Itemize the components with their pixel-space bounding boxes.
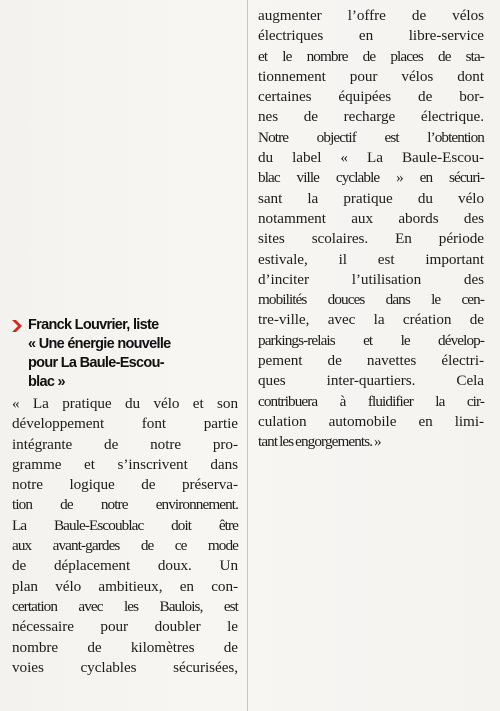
text-line: certaines équipées de bor- [258, 88, 484, 106]
right-column [258, 6, 484, 453]
text-line: tionnement pour vélos dont [258, 67, 484, 85]
text-line: gramme et s’inscrivent dans [12, 455, 238, 473]
text-line: intégrante de notre pro- [12, 435, 238, 453]
heading-line: blac » [28, 374, 65, 390]
text-line: blac ville cyclable » en sécuri- [258, 169, 484, 187]
section-heading [12, 316, 238, 392]
text-line: sites scolaires. En période [258, 230, 484, 248]
text-line: nombre de kilomètres de [12, 638, 238, 656]
text-line: tion de notre environnement. [12, 496, 238, 514]
text-line: culation automobile en limi- [258, 412, 484, 430]
text-line: plan vélo ambitieux, en con- [12, 577, 238, 595]
text-line: aux avant-gardes de ce mode [12, 537, 238, 555]
heading-line: pour La Baule-Escou- [28, 355, 164, 371]
text-line: nécessaire pour doubler le [12, 618, 238, 636]
text-line: mobilités douces dans le cen- [258, 291, 484, 309]
text-line: du label « La Baule-Escou- [258, 149, 484, 167]
text-line: voies cyclables sécurisées, [12, 658, 238, 676]
left-column [12, 316, 238, 678]
column-divider [247, 0, 248, 711]
text-line: électriques en libre-service [258, 27, 484, 45]
text-line: de déplacement doux. Un [12, 557, 238, 575]
text-line: « La pratique du vélo et son [12, 395, 238, 412]
text-line: augmenter l’offre de vélos [258, 7, 484, 24]
heading-line: Franck Louvrier, liste [28, 317, 159, 333]
text-line: La Baule-Escoublac doit être [12, 516, 238, 534]
text-line: Notre objectif est l’obtention [258, 128, 484, 146]
heading-line: « Une énergie nouvelle [28, 336, 171, 352]
text-line: pement de navettes électri- [258, 352, 484, 370]
text-line: notamment aux abords des [258, 209, 484, 227]
text-line: et le nombre de places de sta- [258, 47, 484, 65]
text-line: tre-ville, avec la création de [258, 311, 484, 329]
text-line: contribuera à fluidifier la cir- [258, 392, 484, 410]
text-line: certation avec les Baulois, est [12, 597, 238, 615]
text-line: tant les engorgements. » [258, 433, 381, 451]
chevron-right-icon [12, 320, 22, 332]
text-line: ques inter-quartiers. Cela [258, 372, 484, 390]
left-article-text [12, 394, 238, 678]
text-line: sant la pratique du vélo [258, 189, 484, 207]
right-article-text [258, 6, 484, 453]
text-line: notre logique de préserva- [12, 476, 238, 494]
text-line: d’inciter l’utilisation des [258, 270, 484, 288]
text-line: estivale, il est important [258, 250, 484, 268]
text-line: parkings-relais et le dévelop- [258, 331, 484, 349]
text-line: nes de recharge électrique. [258, 108, 484, 126]
text-line: développement font partie [12, 415, 238, 433]
